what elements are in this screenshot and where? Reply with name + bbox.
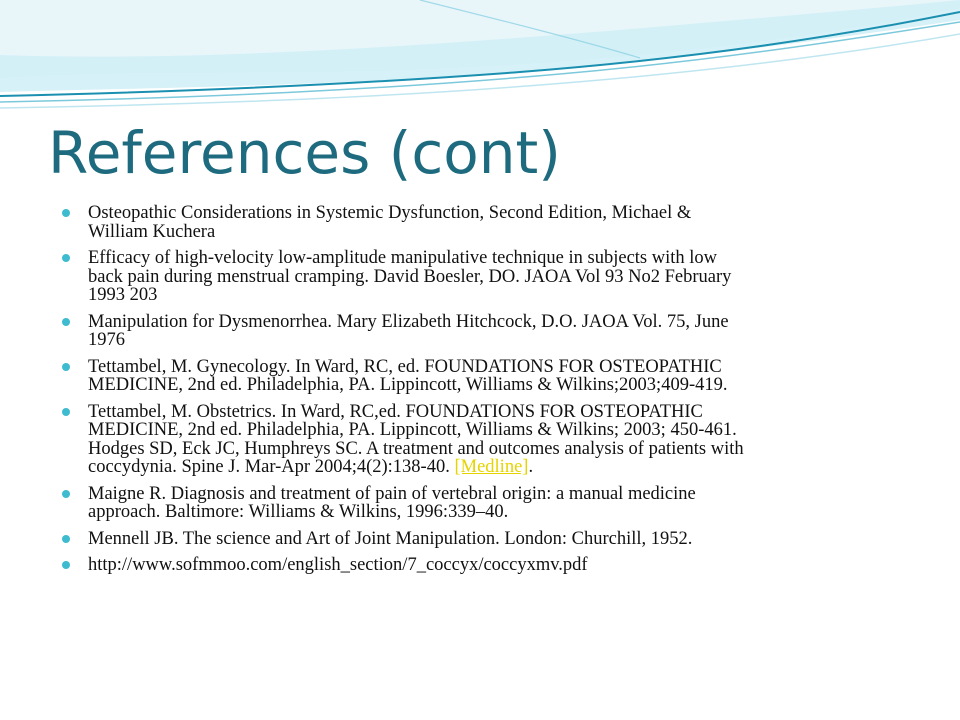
reference-line: MEDICINE, 2nd ed. Philadelphia, PA. Lippincott, Williams & Wilkins; 2003; 450-461.	[88, 420, 737, 440]
reference-line	[88, 458, 900, 477]
reference-text: coccydynia. Spine J. Mar-Apr 2004;4(2):138-40.	[88, 457, 455, 477]
bullet-icon	[62, 408, 70, 416]
reference-line: Osteopathic Considerations in Systemic Dysfunction, Second Edition, Michael &	[88, 203, 692, 223]
reference-line: 1976	[88, 330, 125, 350]
bullet-icon	[62, 209, 70, 217]
list-item	[88, 530, 900, 549]
list-item	[88, 249, 900, 305]
bullet-icon	[62, 318, 70, 326]
bullet-icon	[62, 535, 70, 543]
bullet-icon	[62, 561, 70, 569]
reference-line: approach. Baltimore: Williams & Wilkins, 1996:339–40.	[88, 502, 509, 522]
reference-line: Efficacy of high-velocity low-amplitude manipulative technique in subjects with low	[88, 248, 718, 268]
reference-line: MEDICINE, 2nd ed. Philadelphia, PA. Lippincott, Williams & Wilkins;2003;409-419.	[88, 375, 728, 395]
list-item	[88, 313, 900, 350]
list-item	[88, 485, 900, 522]
list-item	[88, 556, 900, 575]
reference-line: Mennell JB. The science and Art of Joint Manipulation. London: Churchill, 1952.	[88, 528, 693, 549]
reference-line: Manipulation for Dysmenorrhea. Mary Elizabeth Hitchcock, D.O. JAOA Vol. 75, June	[88, 311, 729, 332]
reference-line: 1993 203	[88, 285, 158, 305]
list-item	[88, 403, 900, 477]
reference-list	[88, 204, 900, 583]
list-item	[88, 358, 900, 395]
reference-text-end: .	[528, 457, 534, 477]
bullet-icon	[62, 490, 70, 498]
reference-line: William Kuchera	[88, 221, 216, 242]
reference-line: back pain during menstrual cramping. David Boesler, DO. JAOA Vol 93 No2 February	[88, 266, 732, 287]
reference-url: http://www.sofmmoo.com/english_section/7_coccyx/coccyxmv.pdf	[88, 555, 588, 575]
reference-line: Tettambel, M. Obstetrics. In Ward, RC,ed. FOUNDATIONS FOR OSTEOPATHIC	[88, 401, 703, 422]
decorative-wave-header	[0, 0, 960, 130]
bullet-icon	[62, 254, 70, 262]
medline-link[interactable]: [Medline]	[454, 457, 529, 477]
list-item	[88, 204, 900, 241]
page-title: References (cont)	[48, 119, 561, 187]
reference-line: Maigne R. Diagnosis and treatment of pain of vertebral origin: a manual medicine	[88, 483, 696, 504]
reference-line: Tettambel, M. Gynecology. In Ward, RC, ed. FOUNDATIONS FOR OSTEOPATHIC	[88, 356, 722, 377]
bullet-icon	[62, 363, 70, 371]
reference-line: Hodges SD, Eck JC, Humphreys SC. A treatment and outcomes analysis of patients with	[88, 438, 744, 459]
